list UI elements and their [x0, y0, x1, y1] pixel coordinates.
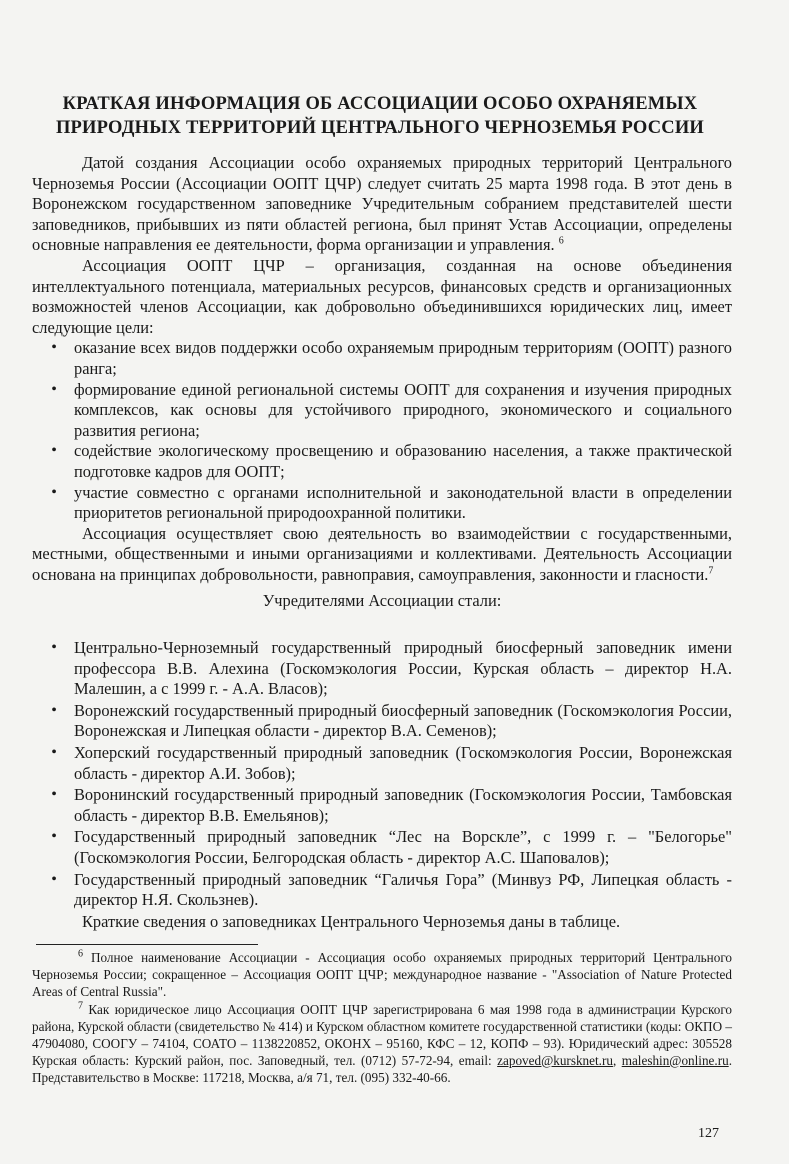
bullet-icon: • [51, 442, 57, 460]
email-link-zapoved[interactable]: zapoved@kursknet.ru [497, 1052, 613, 1068]
list-item-text: Государственный природный заповедник “Галичья Гора” (Минвуз РФ, Липецкая область - директор Н.Я. Скользнев). [74, 869, 732, 910]
main-text [32, 153, 732, 932]
paragraph-text: Датой создания Ассоциации особо охраняемых природных территорий Центрального Черноземья России (Ассоциации ООПТ ЦЧР) следует считать 25 марта 1998 года. В этот день в Воронежском государственном заповеднике Учредительным собранием представителей шести заповедников, прибывших из пяти областей региона, был принят Устав Ассоциации, определены основные направления ее деятельности, форма организации и управления. [32, 153, 732, 255]
bullet-icon: • [51, 380, 57, 398]
list-item [32, 870, 732, 911]
paragraph-table-note: Краткие сведения о заповедниках Центрального Черноземья даны в таблице. [82, 911, 621, 931]
list-item [32, 785, 732, 826]
list-item [32, 743, 732, 784]
list-item-text: формирование единой региональной системы ООПТ для сохранения и изучения природных комплексов, как основы для устойчивого природного, экономического и социального развития региона; [74, 379, 732, 440]
footnote-number: 6 [78, 948, 83, 960]
footnote-text: Полное наименование Ассоциации - Ассоциация особо охраняемых природных территорий Центрального Черноземья России; сокращенное – Ассоциация ООПТ ЦЧР; международное название - "Association of Nature Protected Areas of Central Russia". [32, 950, 732, 999]
email-link-maleshin[interactable]: maleshin@online.ru [621, 1052, 729, 1068]
bullet-icon: • [51, 639, 57, 657]
footnote-7 [32, 1002, 732, 1086]
email-separator: , [612, 1052, 617, 1068]
footnote-number: 7 [78, 1001, 83, 1012]
list-item-text: Государственный природный заповедник “Лес на Ворсклe”, с 1999 г. – "Белогорье" (Госкомэкология России, Белгородская область - директор А.С. Шаповалов); [74, 827, 732, 867]
footnote-text-tail: . Представительство в Москве: 117218, Москва, а/я 71, тел. (095) 332-40-66. [32, 1052, 732, 1085]
bullet-icon: • [51, 339, 57, 357]
paragraph-goals-intro: Ассоциация ООПТ ЦЧР – организация, созданная на основе объединения интеллектуального потенциала, материальных ресурсов, финансовых средств и организационных возможностей членов Ассоциации, как добровольно объединившихся юридических лиц, имеет следующие цели: [32, 255, 732, 337]
list-item [32, 483, 732, 524]
list-item-text: Хоперский государственный природный заповедник (Госкомэкология России, Воронежская область - директор А.И. Зобов); [74, 743, 732, 783]
title-line-1: КРАТКАЯ ИНФОРМАЦИЯ ОБ АССОЦИАЦИИ ОСОБО ОХРАНЯЕМЫХ [62, 94, 698, 114]
list-item [32, 380, 732, 442]
bullet-icon: • [51, 786, 57, 804]
founders-heading: Учредителями Ассоциации стали: [262, 591, 502, 611]
list-item [32, 701, 732, 742]
list-item-text: Воронежский государственный природный биосферный заповедник (Госкомэкология России, Воронежская и Липецкая области - директор В.А. Семенов); [74, 700, 732, 741]
footnote-6 [32, 950, 732, 1000]
list-item-text: Центрально-Черноземный государственный природный биосферный заповедник имени профессора В.В. Алехина (Госкомэкология России, Курская область – директор Н.А. Малешин, а с 1999 г. - А.А. Власов); [74, 638, 732, 699]
footnote-ref-7[interactable]: 7 [708, 565, 714, 577]
page-number: 127 [698, 1126, 719, 1141]
bullet-icon: • [51, 828, 57, 846]
list-item [32, 338, 732, 379]
list-item-text: содействие экологическому просвещению и образованию населения, а также практической подготовке кадров для ООПТ; [74, 441, 732, 481]
list-item [32, 441, 732, 482]
bullet-icon: • [51, 744, 57, 762]
list-item-text: участие совместно с органами исполнительной и законодательной власти в определении приоритетов региональной природоохранной политики. [74, 482, 732, 523]
list-item [32, 827, 732, 868]
paragraph-activity [32, 524, 732, 586]
goals-list [32, 338, 732, 523]
footnote-text: Как юридическое лицо Ассоциация ООПТ ЦЧР зарегистрирована 6 мая 1998 года в администрации Курского района, Курской области (свидетельство № 414) и Курском областном комитете государственной статистики (коды: ОКПО – 47904080, СООГУ – 74104, СОАТО – 1138220852, ОКОНХ – 95160, КФС – 12, КОПФ – 93). Юридический адрес: 305528 Курская область: Курский район, пос. Заповедный, тел. (0712) 57-72-94, email: [32, 1002, 732, 1068]
paragraph-text: Ассоциация осуществляет свою деятельность во взаимодействии с государственными, местными, общественными и иными организациями и коллективами. Деятельность Ассоциации основана на принципах добровольности, равноправия, самоуправления, законности и гласности. [32, 523, 732, 584]
founders-list [32, 638, 732, 911]
list-item [32, 638, 732, 700]
list-item-text: оказание всех видов поддержки особо охраняемым природным территориям (ООПТ) разного ранга; [74, 338, 732, 378]
footnote-divider [36, 944, 258, 945]
list-item-text: Воронинский государственный природный заповедник (Госкомэкология России, Тамбовская область - директор В.В. Емельянов); [74, 785, 732, 825]
footnote-ref-6[interactable]: 6 [558, 235, 564, 247]
title-line-2: ПРИРОДНЫХ ТЕРРИТОРИЙ ЦЕНТРАЛЬНОГО ЧЕРНОЗЕМЬЯ РОССИИ [55, 118, 705, 138]
bullet-icon: • [51, 701, 57, 719]
footnotes [32, 950, 732, 1088]
paragraph-founding-date [32, 153, 732, 256]
bullet-icon: • [51, 870, 57, 888]
bullet-icon: • [51, 483, 57, 501]
page-title [30, 92, 730, 140]
